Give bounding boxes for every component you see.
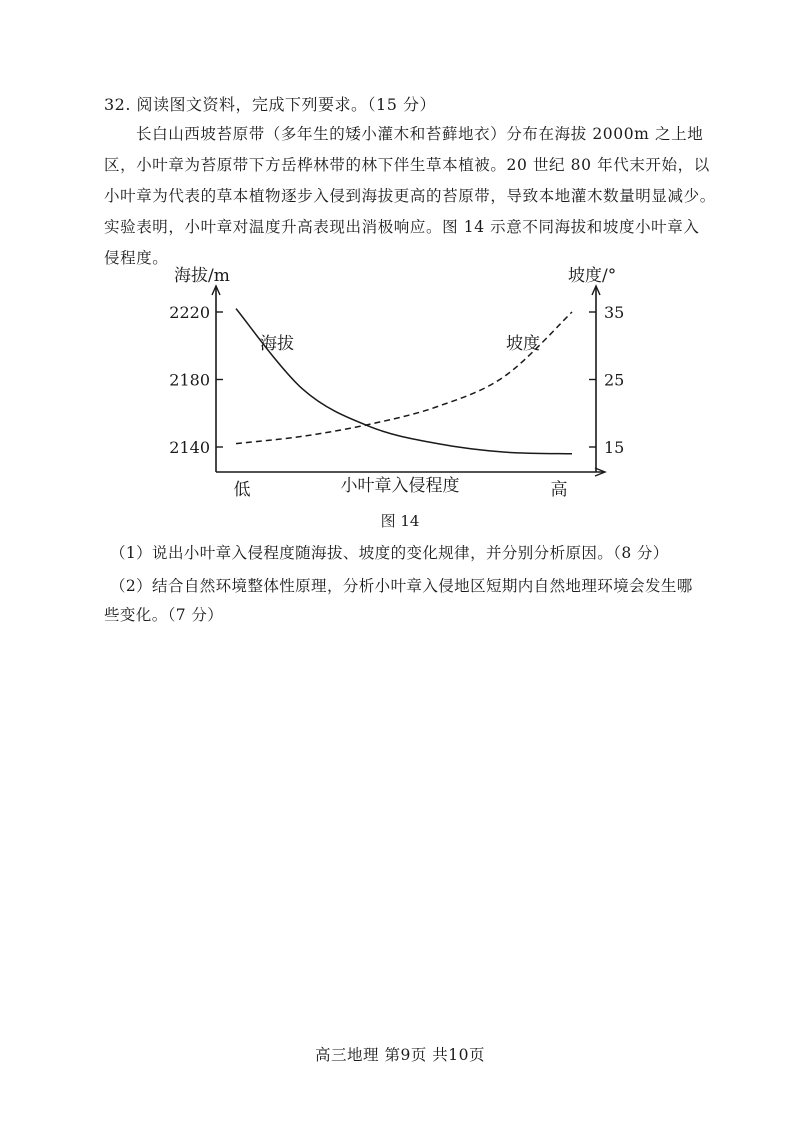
figure-caption: 图 14 <box>380 512 420 530</box>
slope-series-line <box>236 312 572 444</box>
x-axis-title: 小叶章入侵程度 <box>340 476 460 496</box>
slope-series-label: 坡度 <box>506 334 540 354</box>
passage-line: 侵程度。 <box>104 249 169 267</box>
page-footer: 高三地理 第9页 共10页 <box>315 1046 485 1064</box>
right-axis-title: 坡度/° <box>568 266 617 286</box>
sub-question-2-continued: 些变化。（7 分） <box>104 606 224 624</box>
passage-line: 实验表明，小叶章对温度升高表现出消极响应。图 14 示意不同海拔和坡度小叶章入 <box>104 218 700 236</box>
right-tick-label: 25 <box>604 370 625 390</box>
right-tick-label: 35 <box>604 303 625 322</box>
altitude-series-label: 海拔 <box>260 334 294 354</box>
right-tick-label: 15 <box>604 438 625 457</box>
left-axis-title: 海拔/m <box>174 266 230 286</box>
question-passage <box>104 119 716 274</box>
left-tick-label: 2180 <box>169 370 210 390</box>
left-tick-label: 2140 <box>169 438 210 457</box>
invasion-chart <box>160 262 640 502</box>
altitude-series-line <box>236 309 572 454</box>
passage-line: 长白山西坡苔原带（多年生的矮小灌木和苔藓地衣）分布在海拔 2000m 之上地 <box>136 125 704 143</box>
passage-line: 小叶章为代表的草本植物逐步入侵到海拔更高的苔原带，导致本地灌木数量明显减少。 <box>104 187 716 205</box>
question-title: 32. 阅读图文资料，完成下列要求。（15 分） <box>104 95 436 114</box>
x-tick-label-high: 高 <box>550 480 568 500</box>
left-tick-label: 2220 <box>169 303 210 322</box>
sub-question-1: （1）说出小叶章入侵程度随海拔、坡度的变化规律，并分别分析原因。（8 分） <box>110 544 669 562</box>
x-tick-label-low: 低 <box>233 480 251 500</box>
passage-line: 区，小叶章为苔原带下方岳桦林带的林下伴生草本植被。20 世纪 80 年代末开始，以 <box>104 156 710 174</box>
sub-question-2: （2）结合自然环境整体性原理，分析小叶章入侵地区短期内自然地理环境会发生哪 <box>110 577 693 595</box>
